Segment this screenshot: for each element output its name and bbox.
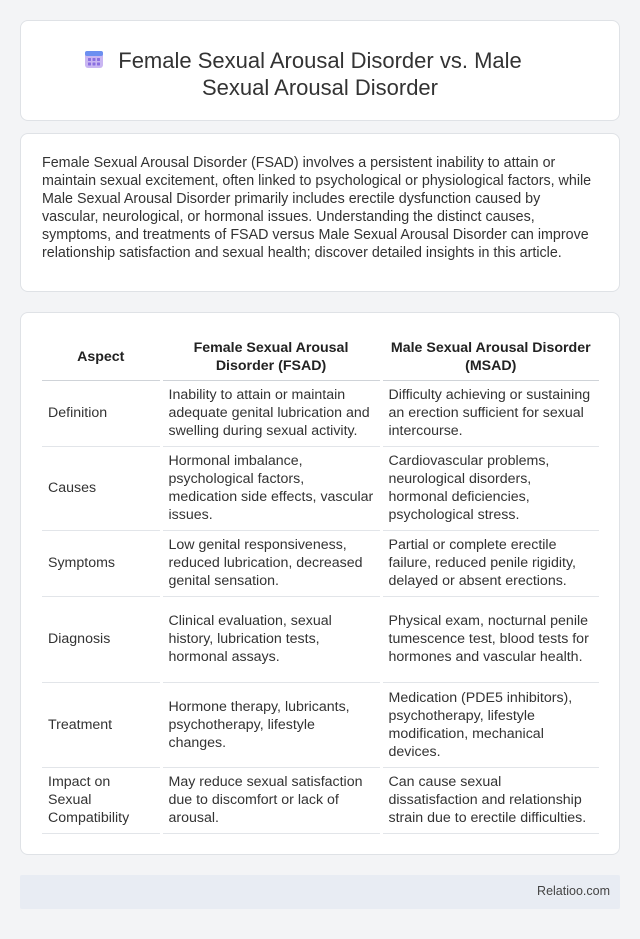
row-msad: Medication (PDE5 inhibitors), psychotherapy, lifestyle modification, mechanical devices. <box>381 682 599 767</box>
row-fsad: Hormone therapy, lubricants, psychotherapy, lifestyle changes. <box>161 682 381 767</box>
row-fsad: Clinical evaluation, sexual history, lubrication tests, hormonal assays. <box>161 596 381 682</box>
row-aspect: Diagnosis <box>42 596 161 682</box>
footer-bar <box>20 875 620 909</box>
page-title <box>21 47 619 101</box>
header-msad: Male Sexual Arousal Disorder (MSAD) <box>381 335 599 380</box>
row-aspect: Treatment <box>42 682 161 767</box>
table-row <box>42 446 599 530</box>
title-line-2: Sexual Arousal Disorder <box>201 75 438 100</box>
row-msad: Cardiovascular problems, neurological disorders, hormonal deficiencies, psychological stress. <box>381 446 599 530</box>
row-fsad: Low genital responsiveness, reduced lubrication, decreased genital sensation. <box>161 530 381 596</box>
title-card <box>20 20 620 121</box>
table-header-row <box>42 335 599 380</box>
row-fsad: Hormonal imbalance, psychological factors, medication side effects, vascular issues. <box>161 446 381 530</box>
comparison-table <box>42 335 599 834</box>
table-row <box>42 767 599 833</box>
comparison-card <box>20 312 620 855</box>
row-aspect: Impact on Sexual Compatibility <box>42 767 161 833</box>
row-msad: Physical exam, nocturnal penile tumescence test, blood tests for hormones and vascular health. <box>381 596 599 682</box>
row-fsad: Inability to attain or maintain adequate genital lubrication and swelling during sexual activity. <box>161 380 381 446</box>
row-msad: Difficulty achieving or sustaining an erection sufficient for sexual intercourse. <box>381 380 599 446</box>
row-aspect: Causes <box>42 446 161 530</box>
header-aspect: Aspect <box>42 335 161 380</box>
footer-brand[interactable]: Relatioo.com <box>537 884 610 898</box>
table-row <box>42 530 599 596</box>
row-msad: Partial or complete erectile failure, reduced penile rigidity, delayed or absent erections. <box>381 530 599 596</box>
table-row <box>42 380 599 446</box>
row-aspect: Symptoms <box>42 530 161 596</box>
intro-card <box>20 133 620 292</box>
header-fsad: Female Sexual Arousal Disorder (FSAD) <box>161 335 381 380</box>
row-msad: Can cause sexual dissatisfaction and relationship strain due to erectile difficulties. <box>381 767 599 833</box>
table-row <box>42 682 599 767</box>
row-fsad: May reduce sexual satisfaction due to discomfort or lack of arousal. <box>161 767 381 833</box>
table-row <box>42 596 599 682</box>
intro-paragraph: Female Sexual Arousal Disorder (FSAD) involves a persistent inability to attain or maintain sexual excitement, often linked to psychological or physiological factors, while Male Sexual Arousal Disorder primarily includes erectile dysfunction caused by vascular, neurological, or hormonal issues. Understanding the distinct causes, symptoms, and treatments of FSAD versus Male Sexual Arousal Disorder can improve relationship satisfaction and sexual health; discover detailed insights in this article. <box>42 155 592 261</box>
row-aspect: Definition <box>42 380 161 446</box>
title-line-1: Female Sexual Arousal Disorder vs. Male <box>118 48 522 73</box>
